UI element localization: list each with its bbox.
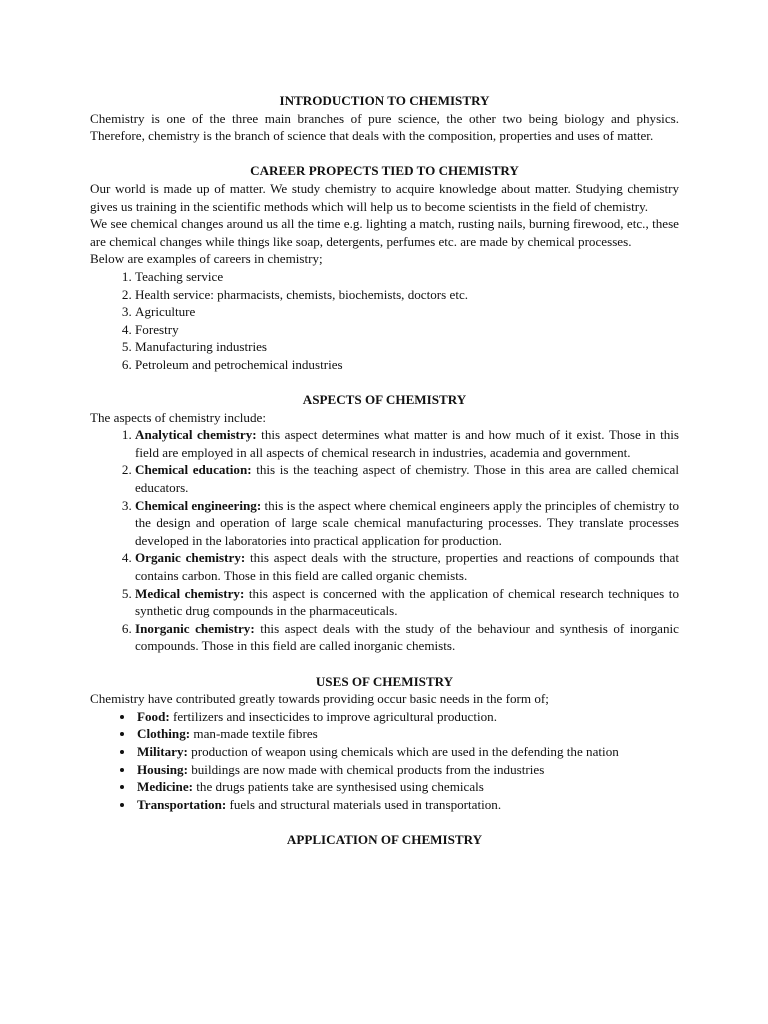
item-term: Medical chemistry: <box>135 585 245 601</box>
list-item <box>135 778 679 796</box>
section-gap <box>90 374 679 392</box>
careers-list <box>90 268 679 374</box>
list-item <box>135 461 679 496</box>
item-term: Medicine: <box>137 779 193 795</box>
item-text: the drugs patients take are synthesised using chemicals <box>193 779 484 795</box>
item-term: Organic chemistry: <box>135 550 246 566</box>
item-term: Clothing: <box>137 726 191 742</box>
item-text: fertilizers and insecticides to improve agricultural production. <box>169 708 497 724</box>
intro-paragraph: Chemistry is one of the three main branches of pure science, the other two being biology and physics. Therefore, chemistry is the branch of science that deals with the composition, properties and uses of matter. <box>90 110 679 144</box>
item-text: this aspect determines what matter is and how much of it exist. Those in this field are employed in all aspects of chemical research in industries, academia and government. <box>135 427 679 460</box>
item-term: Chemical engineering: <box>135 497 262 513</box>
item-term: Military: <box>137 743 188 759</box>
application-heading: APPLICATION OF CHEMISTRY <box>286 831 483 847</box>
item-text: this aspect is concerned with the application of chemical research techniques to synthetic drug compounds in the pharmaceuticals. <box>135 585 679 619</box>
intro-heading: INTRODUCTION TO CHEMISTRY <box>279 93 490 108</box>
list-item <box>135 620 679 655</box>
item-term: Transportation: <box>137 796 227 812</box>
item-text: this is the aspect where chemical engineers apply the principles of chemistry to the design and operation of large scale chemical manufacturing processes. They translate processes developed in the laboratories into practical application for production. <box>135 497 680 548</box>
list-item <box>135 708 679 726</box>
list-item <box>135 725 679 743</box>
item-term: Chemical education: <box>135 462 252 478</box>
list-item <box>135 585 679 620</box>
item-term: Analytical chemistry: <box>135 427 257 443</box>
list-item <box>135 497 679 550</box>
list-item: 1. Teaching service <box>135 268 679 286</box>
list-item <box>135 796 679 814</box>
uses-list <box>90 708 679 814</box>
item-text: man-made textile fibres <box>190 726 318 742</box>
item-text: buildings are now made with chemical products from the industries <box>187 761 545 777</box>
section-gap <box>90 145 679 163</box>
item-text: this aspect deals with the structure, properties and reactions of compounds that contains carbon. Those in this field are called organic chemists. <box>135 550 679 584</box>
list-item: 6. Petroleum and petrochemical industries <box>135 356 679 374</box>
careers-paragraph-1: Our world is made up of matter. We study chemistry to acquire knowledge about matter. Studying chemistry gives us training in the scientific methods which will help us to become scientists in the field of chemistry. <box>90 180 679 214</box>
item-term: Food: <box>137 708 170 724</box>
uses-intro: Chemistry have contributed greatly towards providing occur basic needs in the form of; <box>90 691 549 707</box>
list-item: 2. Health service: pharmacists, chemists, biochemists, doctors etc. <box>135 286 679 304</box>
careers-paragraph-2: We see chemical changes around us all the time e.g. lighting a match, rusting nails, burning firewood, etc., these are chemical changes while things like soap, detergents, perfumes etc. are made by chemical processes. <box>90 216 679 249</box>
aspects-intro: The aspects of chemistry include: <box>90 409 266 425</box>
list-item <box>135 743 679 761</box>
list-item <box>135 426 679 461</box>
item-text: this aspect deals with the study of the behaviour and synthesis of inorganic compounds. Those in this field are called inorganic chemists. <box>135 620 679 654</box>
item-text: fuels and structural materials used in transportation. <box>226 796 502 812</box>
item-text: this is the teaching aspect of chemistry. Those in this area are called chemical educators. <box>135 462 679 496</box>
aspects-list <box>90 426 679 655</box>
list-item <box>135 549 679 584</box>
list-item: 4. Forestry <box>135 321 679 339</box>
list-item: 3. Agriculture <box>135 303 679 321</box>
section-gap <box>90 813 679 831</box>
aspects-heading: ASPECTS OF CHEMISTRY <box>302 392 467 408</box>
list-item: 5. Manufacturing industries <box>135 338 679 356</box>
item-text: production of weapon using chemicals which are used in the defending the nation <box>187 743 619 759</box>
list-item <box>135 761 679 779</box>
item-term: Inorganic chemistry: <box>135 620 255 636</box>
uses-heading: USES OF CHEMISTRY <box>315 673 454 689</box>
careers-paragraph-3: Below are examples of careers in chemistry; <box>90 251 323 267</box>
section-gap <box>90 655 679 673</box>
careers-heading: CAREER PROPECTS TIED TO CHEMISTRY <box>250 163 519 179</box>
item-term: Housing: <box>137 761 188 777</box>
